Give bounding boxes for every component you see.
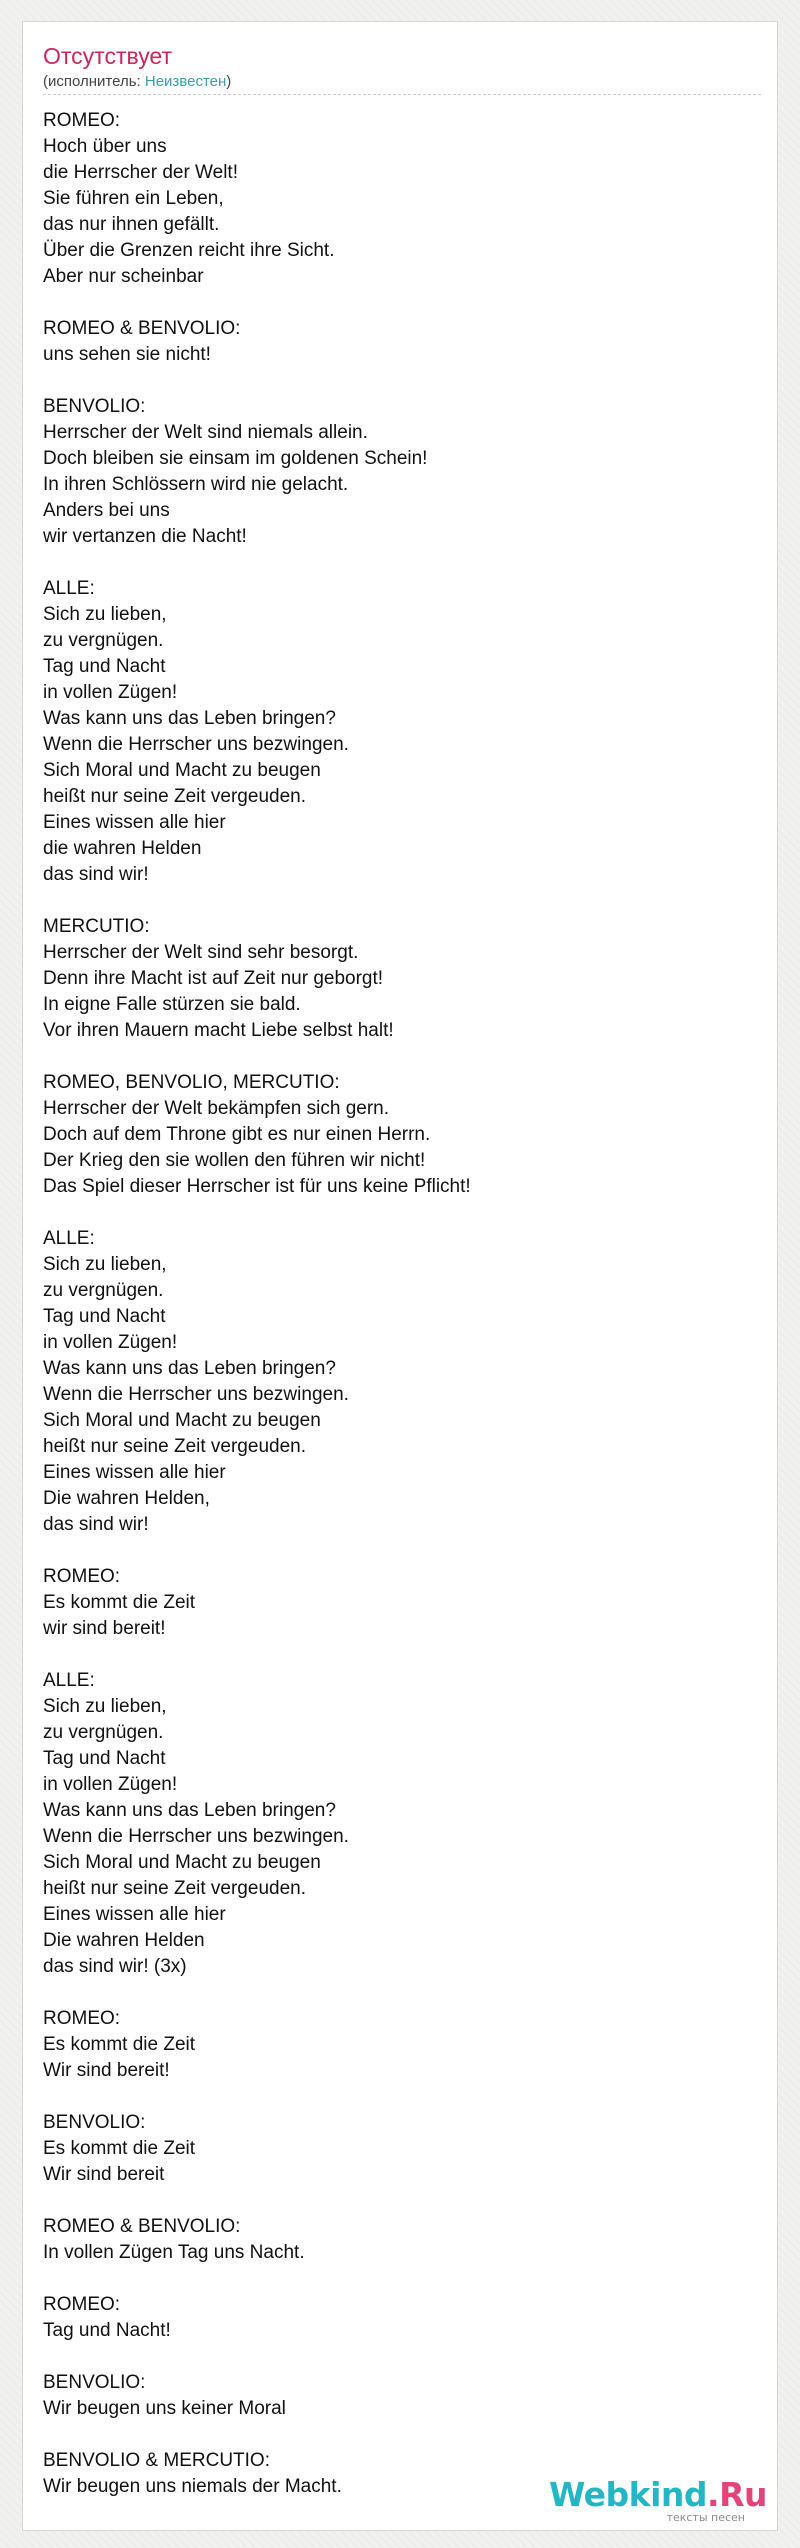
artist-link[interactable]: Неизвестен (144, 73, 227, 90)
song-title: Отсутствует (43, 43, 172, 69)
lyrics-card (22, 21, 778, 2531)
site-logo[interactable] (548, 2475, 767, 2524)
lyrics-text: ROMEO: Hoch über uns die Herrscher der Welt! Sie führen ein Leben, das nur ihnen gefällt. Über die Grenzen reicht ihre Sicht. Aber nur scheinbar ROMEO & BENVOLIO: uns sehen sie nicht! BENVOLIO: Herrscher der Welt sind niemals allein. Doch bleiben sie einsam im goldenen Schein! In ihren Schlössern wird nie gelacht. Anders bei uns wir vertanzen die Nacht! ALLE: Sich zu lieben, zu vergnügen. Tag und Nacht in vollen Zügen! Was kann uns das Leben bringen? Wenn die Herrscher uns bezwingen. Sich Moral und Macht zu beugen heißt nur seine Zeit vergeuden. Eines wissen alle hier die wahren Helden das sind wir! MERCUTIO: Herrscher der Welt sind sehr besorgt. Denn ihre Macht ist auf Zeit nur geborgt! In eigne Falle stürzen sie bald. Vor ihren Mauern macht Liebe selbst halt! ROMEO, BENVOLIO, MERCUTIO: Herrscher der Welt bekämpfen sich gern. Doch auf dem Throne gibt es nur einen Herrn. Der Krieg den sie wollen den führen wir nicht! Das Spiel dieser Herrscher ist für uns keine Pflicht! ALLE: Sich zu lieben, zu vergnügen. Tag und Nacht in vollen Zügen! Was kann uns das Leben bringen? Wenn die Herrscher uns bezwingen. Sich Moral und Macht zu beugen heißt nur seine Zeit vergeuden. Eines wissen alle hier Die wahren Helden, das sind wir! ROMEO: Es kommt die Zeit wir sind bereit! ALLE: Sich zu lieben, zu vergnügen. Tag und Nacht in vollen Zügen! Was kann uns das Leben bringen? Wenn die Herrscher uns bezwingen. Sich Moral und Macht zu beugen heißt nur seine Zeit vergeuden. Eines wissen alle hier Die wahren Helden das sind wir! (3x) ROMEO: Es kommt die Zeit Wir sind bereit! BENVOLIO: Es kommt die Zeit Wir sind bereit ROMEO & BENVOLIO: In vollen Zügen Tag uns Nacht. ROMEO: Tag und Nacht! BENVOLIO: Wir beugen uns keiner Moral BENVOLIO & MERCUTIO: Wir beugen uns niemals der Macht. (43, 110, 471, 2497)
artist-suffix: ) (226, 73, 232, 90)
logo-tld: .Ru (707, 2475, 767, 2514)
artist-prefix: (исполнитель: (43, 73, 145, 90)
logo-name: Webkind (548, 2475, 708, 2514)
logo-tagline: тексты песен (666, 2511, 745, 2524)
artist-line (43, 73, 231, 91)
header-divider (43, 94, 761, 95)
logo-wordmark (548, 2475, 767, 2514)
